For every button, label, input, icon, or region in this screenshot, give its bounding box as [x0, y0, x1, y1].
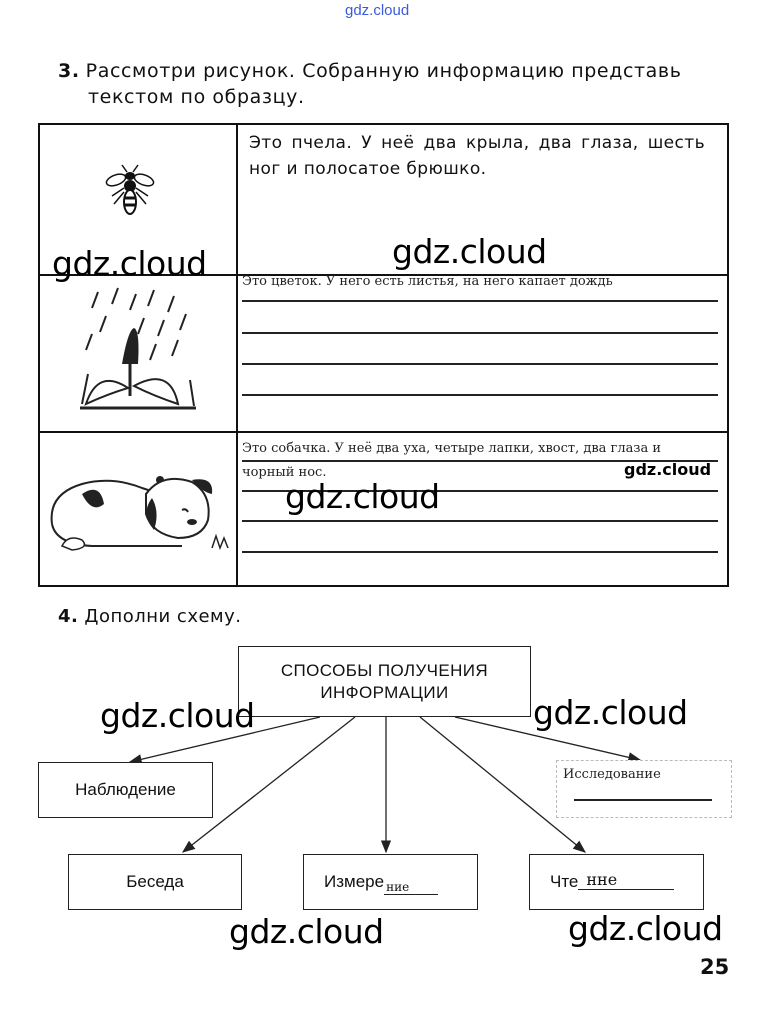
scheme-root-line1: СПОСОБЫ ПОЛУЧЕНИЯ — [280, 660, 489, 680]
watermark: gdz.cloud — [100, 696, 255, 735]
watermark: gdz.cloud — [229, 912, 384, 951]
watermark: gdz.cloud — [624, 460, 712, 479]
node-conversation-label: Беседа — [126, 872, 184, 891]
scheme-root-box — [238, 646, 531, 717]
task-3-prompt-line2: текстом по образцу. — [88, 86, 305, 108]
node-observation — [38, 762, 213, 818]
task-4-prompt-text: Дополни схему. — [84, 606, 242, 627]
bee-description: Это пчела. У неё два крыла, два глаза, шесть ног и полосатое брюшко. — [249, 133, 705, 179]
node-measurement-label: Измере — [324, 872, 385, 891]
watermark: gdz.cloud — [568, 909, 723, 948]
answer-line — [574, 799, 712, 801]
task-3-number: 3. — [58, 60, 80, 82]
puppy-answer-line2: чорный нос. — [242, 465, 327, 480]
task-3-prompt-line1: Рассмотри рисунок. Собранную информацию представь — [85, 60, 682, 82]
flower-answer: Это цветок. У него есть листья, на него капает дождь — [242, 274, 613, 289]
node-reading-answer: нне — [578, 871, 674, 890]
watermark: gdz.cloud — [533, 693, 688, 732]
watermark: gdz.cloud — [392, 232, 547, 271]
watermark: gdz.cloud — [285, 477, 440, 516]
node-measurement-answer: ние — [384, 880, 438, 895]
node-reading — [529, 854, 704, 910]
site-watermark: gdz.cloud — [345, 2, 410, 19]
node-measurement — [303, 854, 478, 910]
page-number: 25 — [700, 955, 730, 979]
node-reading-label: Чте — [550, 872, 579, 891]
node-conversation — [68, 854, 242, 910]
puppy-answer-line1: Это собачка. У неё два уха, четыре лапки, хвост, два глаза и — [242, 441, 662, 456]
node-research-answer: Исследование — [563, 767, 661, 782]
node-observation-label: Наблюдение — [75, 780, 176, 799]
task-4-number: 4. — [58, 606, 79, 627]
watermark: gdz.cloud — [52, 244, 207, 283]
scheme-root-line2: ИНФОРМАЦИИ — [320, 682, 449, 702]
node-research — [556, 760, 732, 818]
